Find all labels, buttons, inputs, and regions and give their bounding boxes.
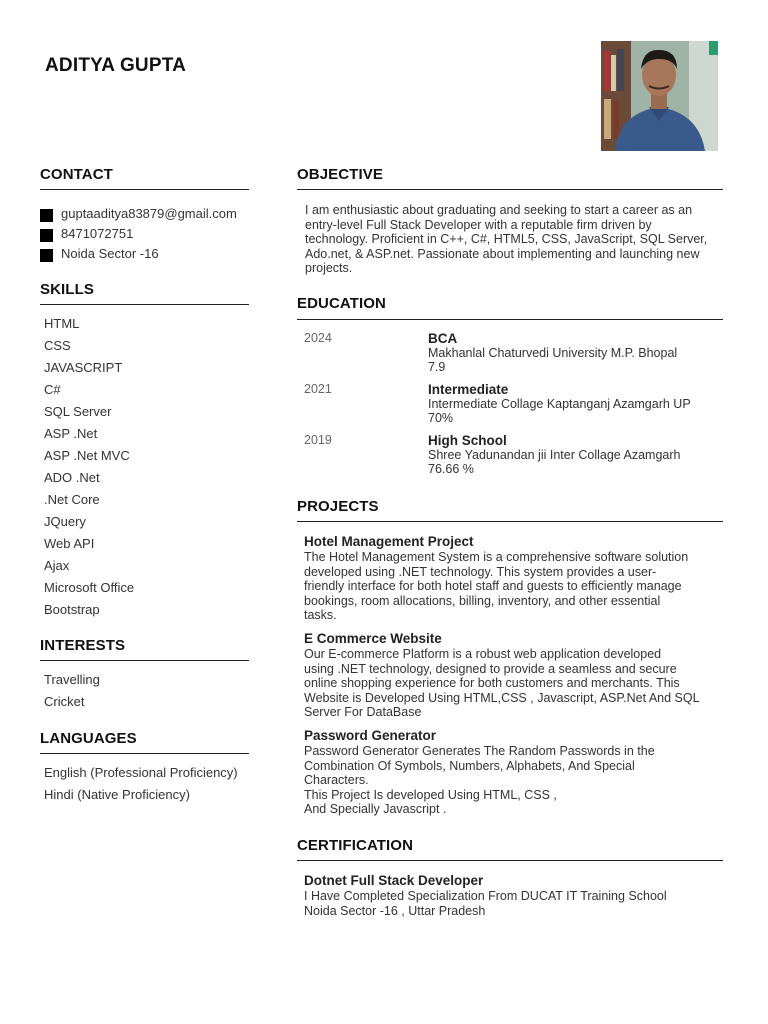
skill-item: ASP .Net [44, 426, 98, 441]
project-description: Password Generator Generates The Random Passwords in the Combination Of Symbols, Numbers, Alphabets, And Special Characters. This Project Is developed Using HTML, CSS , And Specially Javascript . [304, 744, 655, 817]
contact-divider [40, 189, 249, 190]
education-heading: EDUCATION [297, 295, 386, 312]
project-description: The Hotel Management System is a comprehensive software solution developed using .NET technology. This system provides a user- friendly interface for both hotel staff and guests to efficiently manage bookings, room allocations, billing, inventory, and other essential tasks. [304, 550, 689, 623]
interests-heading: INTERESTS [40, 637, 126, 654]
languages-list [44, 763, 238, 807]
profile-photo [601, 41, 718, 151]
contact-list [40, 203, 237, 263]
education-year: 2021 [304, 382, 332, 396]
project-entry [304, 728, 722, 817]
objective-divider [297, 189, 723, 190]
certification-heading: CERTIFICATION [297, 837, 414, 854]
square-bullet-icon [40, 229, 53, 242]
skill-item: JAVASCRIPT [44, 360, 123, 375]
square-bullet-icon [40, 249, 53, 262]
education-divider [297, 319, 723, 320]
project-entry [304, 631, 722, 720]
skill-item: ASP .Net MVC [44, 448, 130, 463]
skill-item: Web API [44, 536, 95, 551]
projects-divider [297, 521, 723, 522]
contact-email [40, 203, 237, 223]
skill-item: JQuery [44, 514, 86, 529]
skill-item: Bootstrap [44, 602, 100, 617]
contact-phone [40, 223, 237, 243]
skill-item: SQL Server [44, 404, 112, 419]
project-title: Password Generator [304, 728, 437, 743]
skill-item: ADO .Net [44, 470, 100, 485]
language-item: Hindi (Native Proficiency) [44, 787, 190, 802]
certification-entry [304, 873, 722, 918]
square-bullet-icon [40, 209, 53, 222]
contact-location [40, 243, 237, 263]
objective-text: I am enthusiastic about graduating and seeking to start a career as an entry-level Full Stack Developer with a reputable firm driven by technology. Proficient in C++, C#, HTML5, CSS, JavaScript, SQL Server, Ado.net, & ASP.net. Passionate about implementing and launching new projects. [305, 203, 708, 276]
education-degree: High School [428, 433, 507, 448]
interest-item: Cricket [44, 694, 85, 709]
certification-description: I Have Completed Specialization From DUCAT IT Training School Noida Sector -16 , Uttar Pradesh [304, 889, 667, 918]
skills-list [44, 314, 134, 622]
project-description: Our E-commerce Platform is a robust web application developed using .NET technology, designed to provide a seamless and secure online shopping experience for both customers and merchants. This Website is Developed Using HTML,CSS , Javascript, ASP.Net And SQL Server For DataBase [304, 647, 700, 720]
project-entry [304, 534, 722, 623]
education-degree: BCA [428, 331, 458, 346]
education-institution: Intermediate Collage Kaptanganj Azamgarh UP [428, 397, 691, 411]
skills-heading: SKILLS [40, 281, 94, 298]
interests-divider [40, 660, 249, 661]
education-score: 70% [428, 411, 454, 425]
education-year: 2024 [304, 331, 332, 345]
skill-item: .Net Core [44, 492, 100, 507]
interest-item: Travelling [44, 672, 100, 687]
education-institution: Shree Yadunandan jii Inter Collage Azamgarh [428, 448, 681, 462]
objective-heading: OBJECTIVE [297, 166, 383, 183]
languages-heading: LANGUAGES [40, 730, 137, 747]
project-title: E Commerce Website [304, 631, 442, 646]
resume-name: ADITYA GUPTA [45, 55, 187, 76]
skill-item: CSS [44, 338, 71, 353]
language-item: English (Professional Proficiency) [44, 765, 238, 780]
education-score: 7.9 [428, 360, 446, 374]
languages-divider [40, 753, 249, 754]
skills-divider [40, 304, 249, 305]
education-institution: Makhanlal Chaturvedi University M.P. Bhopal [428, 346, 678, 360]
phone-text: 8471072751 [61, 225, 134, 241]
interests-list [44, 670, 100, 714]
skill-item: HTML [44, 316, 80, 331]
location-text: Noida Sector -16 [61, 245, 159, 261]
certification-title: Dotnet Full Stack Developer [304, 873, 484, 888]
skill-item: C# [44, 382, 61, 397]
certification-divider [297, 860, 723, 861]
skill-item: Microsoft Office [44, 580, 135, 595]
contact-heading: CONTACT [40, 166, 113, 183]
education-year: 2019 [304, 433, 332, 447]
projects-heading: PROJECTS [297, 498, 379, 515]
email-text: guptaaditya83879@gmail.com [61, 205, 237, 221]
skill-item: Ajax [44, 558, 70, 573]
education-score: 76.66 % [428, 462, 474, 476]
project-title: Hotel Management Project [304, 534, 474, 549]
education-degree: Intermediate [428, 382, 509, 397]
